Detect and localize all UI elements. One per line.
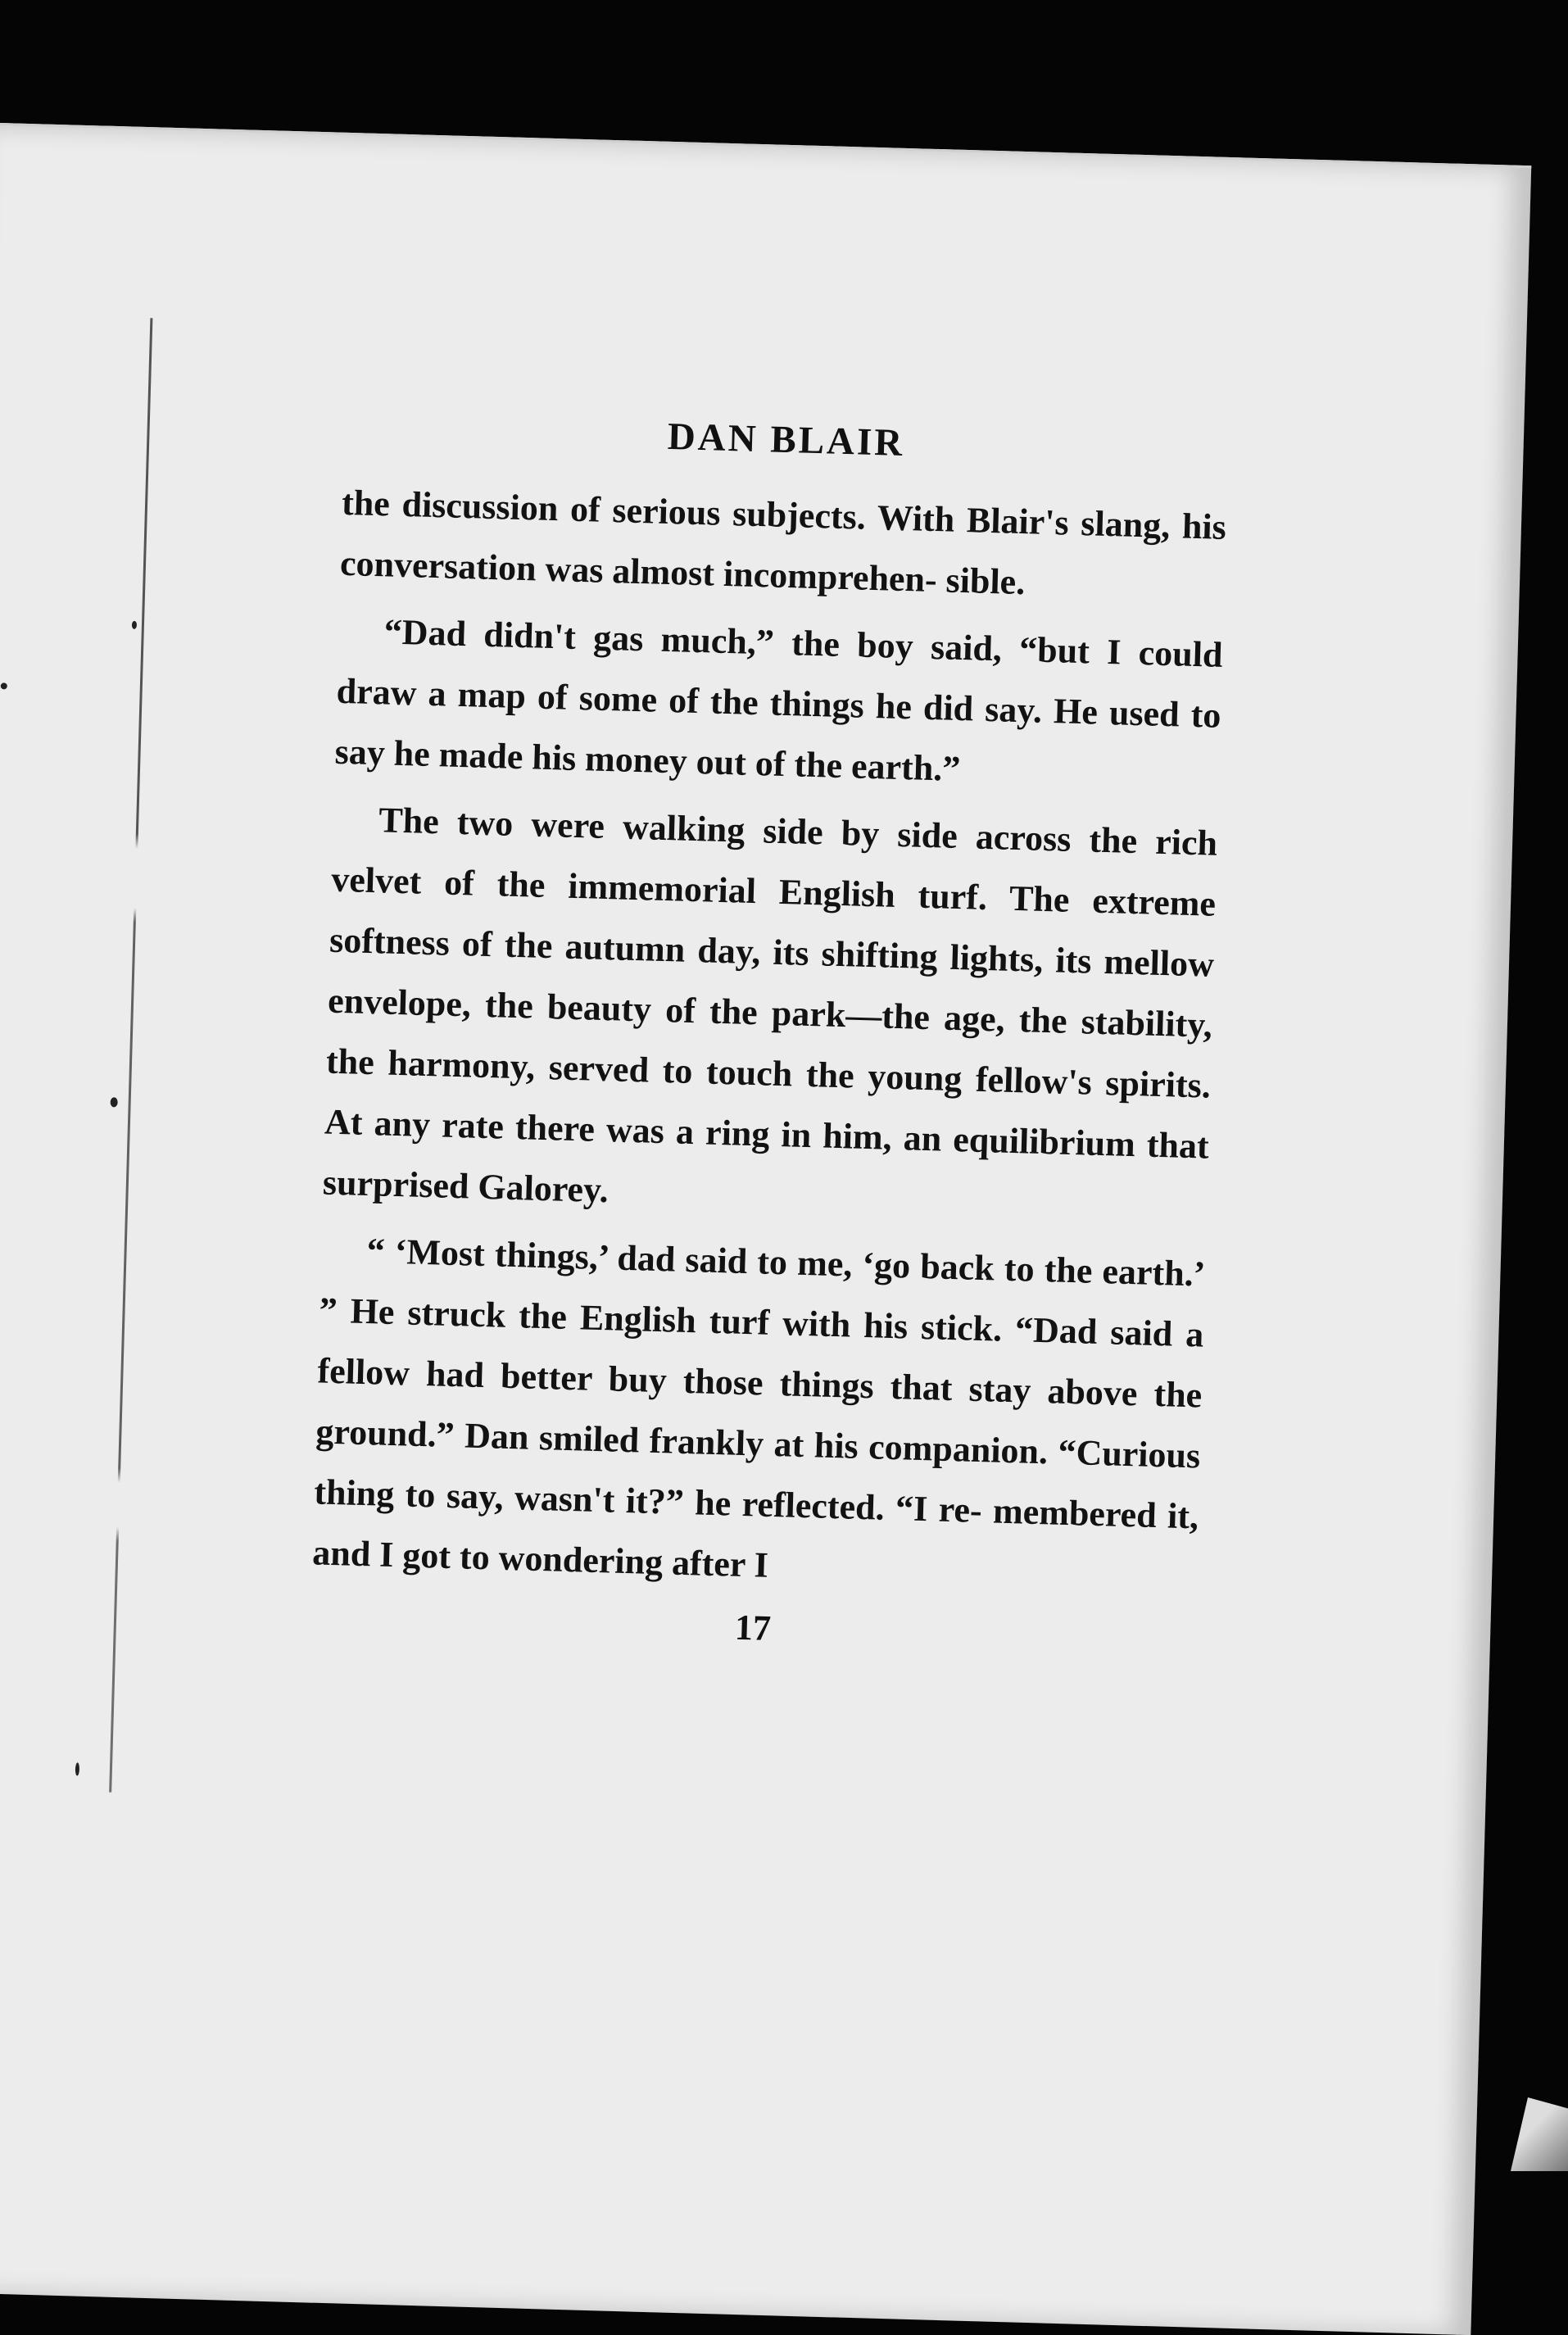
dust-speck xyxy=(132,621,137,629)
running-head: DAN BLAIR xyxy=(667,415,905,465)
gutter-shadow-line xyxy=(109,318,152,1792)
paragraph: “Dad didn't gas much,” the boy said, “but I could draw a map of some of the things he did say. He used to say he made his money out of the earth.” xyxy=(334,611,1224,790)
page-curl xyxy=(1511,2097,1568,2171)
book-page xyxy=(0,123,1531,2335)
text-block xyxy=(310,406,1230,1662)
paragraph: “ ‘Most things,’ dad said to me, ‘go back to the earth.’ ” He struck the English turf with his stick. “Dad said a fellow had better buy those things that stay above the ground.” Dan smiled frankly at his companion. “Curious thing to say, wasn't it?” he reflected. “I re- membered it, and I got to wondering after I xyxy=(311,1231,1207,1585)
dust-speck xyxy=(1,682,7,689)
dust-speck xyxy=(111,1097,118,1107)
paragraph: the discussion of serious subjects. With Blair's slang, his conversation was almost incomprehen- sible. xyxy=(339,482,1227,603)
page-number: 17 xyxy=(734,1607,772,1648)
paragraph: The two were walking side by side across the rich velvet of the immemorial English turf. The extreme softness of the autumn day, its shifting lights, its mellow envelope, the beauty of the park—the age, the stability, the harmony, served to touch the young fellow's spirits. At any rate there was a ring in him, an equilibrium that surprised Galorey. xyxy=(322,800,1218,1211)
dust-speck xyxy=(75,1762,79,1775)
